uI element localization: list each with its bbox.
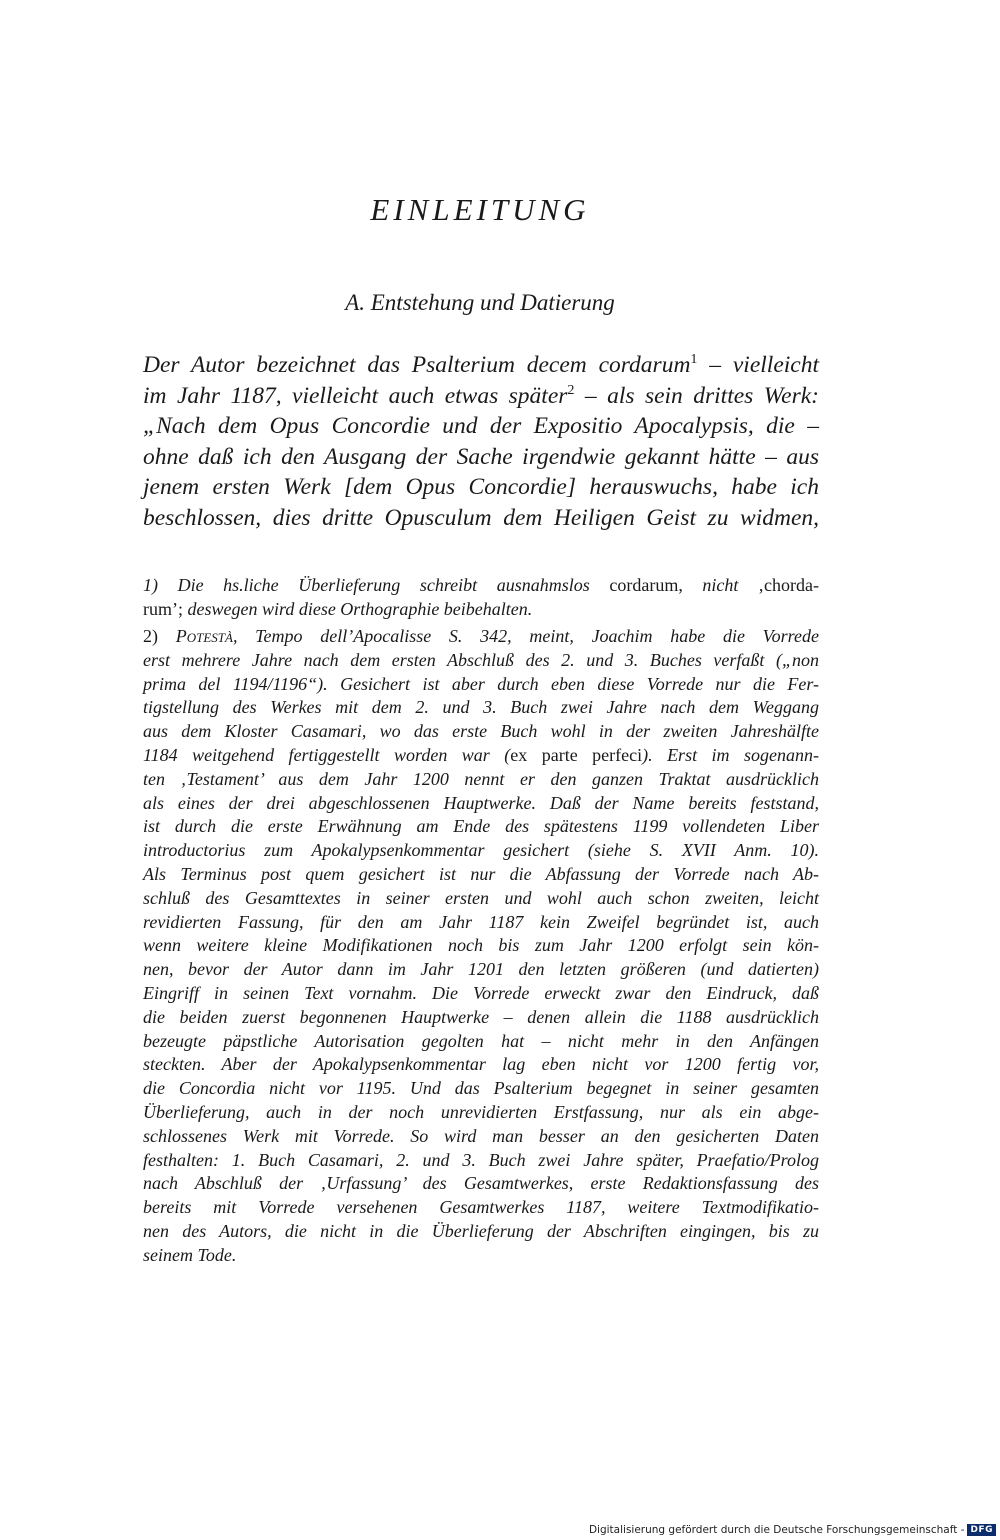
body-line: „Nach dem Opus Concordie und der Expositio Apocalypsis, die – [143, 413, 819, 439]
footnote-line: ist durch die erste Erwähnung am Ende des spätestens 1199 vollendeten Liber [143, 816, 819, 837]
footnote-line: festhalten: 1. Buch Casamari, 2. und 3. Buch zwei Jahre später, Praefatio/Prolog [143, 1149, 819, 1170]
footnote-line: 1) Die hs.liche Überlieferung schreibt ausnahmslos cordarum, nicht ‚chorda- [143, 575, 819, 595]
footnote-line: als eines der drei abgeschlossenen Hauptwerke. Daß der Name bereits feststand, [143, 792, 819, 813]
footnote-line: steckten. Aber der Apokalypsenkommentar lag eben nicht vor 1200 fertig vor, [143, 1054, 819, 1075]
footnote-line: wenn weitere kleine Modifikationen noch bis zum Jahr 1200 erfolgt sein kön- [143, 935, 819, 956]
footnote-line: 1184 weitgehend fertiggestellt worden war (ex parte perfeci). Erst im sogenann- [143, 744, 819, 765]
footnote-line: die beiden zuerst begonnenen Hauptwerke – denen allein die 1188 ausdrücklich [143, 1006, 819, 1027]
footnote-line: erst mehrere Jahre nach dem ersten Abschluß des 2. und 3. Buches verfaßt („non [143, 649, 819, 670]
footnote-1 [143, 574, 819, 622]
footnote-line: nach Abschluß der ‚Urfassung’ des Gesamtwerkes, erste Redaktionsfassung des [143, 1173, 819, 1194]
footnote-ref-1[interactable]: 1 [690, 351, 698, 368]
dfg-logo-icon[interactable]: DFG [967, 1524, 996, 1536]
footnote-line: bezeugte päpstliche Autorisation gegolten hat – nicht mehr in den Anfängen [143, 1030, 819, 1051]
footnote-line: schlossenes Werk mit Vorrede. So wird man besser an den gesicherten Daten [143, 1125, 819, 1146]
body-line: jenem ersten Werk [dem Opus Concordie] herauswuchs, habe ich [143, 474, 819, 500]
body-line: beschlossen, dies dritte Opusculum dem Heiligen Geist zu widmen, [143, 504, 819, 531]
footnote-ref-2[interactable]: 2 [567, 381, 575, 398]
footnote-line: prima del 1194/1196“). Gesichert ist aber durch eben diese Vorrede nur die Fer- [143, 673, 819, 694]
author-name: Potestà [175, 626, 233, 646]
footnote-line: aus dem Kloster Casamari, wo das erste Buch wohl in der zweiten Jahreshälfte [143, 721, 819, 742]
section-title: A. Entstehung und Datierung [345, 290, 615, 315]
footnote-line: revidierten Fassung, für den am Jahr 1187 kein Zweifel begründet ist, auch [143, 911, 819, 932]
footnote-line: bereits mit Vorrede versehenen Gesamtwerkes 1187, weitere Textmodifikatio- [143, 1197, 819, 1218]
footnote-line: Eingriff in seinen Text vornahm. Die Vorrede erweckt zwar den Eindruck, daß [143, 982, 819, 1003]
footnote-line: nen des Autors, die nicht in die Überlieferung der Abschriften eingingen, bis zu [143, 1220, 819, 1241]
footnote-line: 2) Potestà, Tempo dell’Apocalisse S. 342, meint, Joachim habe die Vorrede [143, 626, 819, 646]
body-line: Der Autor bezeichnet das Psalterium decem cordarum$^1$ – vielleicht [143, 351, 819, 378]
footnote-line: Überlieferung, auch in der noch unrevidierten Erstfassung, nur als ein abge- [143, 1101, 819, 1122]
footnote-line: tigstellung des Werkes mit dem 2. und 3. Buch zwei Jahre nach dem Weggang [143, 697, 819, 718]
footnote-line: die Concordia nicht vor 1195. Und das Psalterium begegnet in seiner gesamten [143, 1078, 819, 1099]
footnote-2 [143, 625, 819, 1268]
footer-text: Digitalisierung gefördert durch die Deutsche Forschungsgemeinschaft - [588, 1524, 965, 1536]
footnote-line: introductorius zum Apokalypsenkommentar gesichert (siehe S. XVII Anm. 10). [143, 840, 819, 861]
footnote-line: ten ‚Testament’ aus dem Jahr 1200 nennt er den ganzen Traktat ausdrücklich [143, 768, 819, 789]
footnote-line: seinem Tode. [143, 1244, 237, 1265]
footnote-line: Als Terminus post quem gesichert ist nur die Abfassung der Vorrede nach Ab- [143, 863, 819, 884]
footnote-line: nen, bevor der Autor dann im Jahr 1201 den letzten größeren (und datierten) [143, 959, 819, 980]
chapter-title: EINLEITUNG [370, 192, 590, 227]
body-line: im Jahr 1187, vielleicht auch etwas später$^2$ – als sein drittes Werk: [143, 381, 819, 409]
body-paragraph [143, 350, 819, 533]
digitization-footer [589, 1524, 996, 1536]
body-line: ohne daß ich den Ausgang der Sache irgendwie gekannt hätte – aus [143, 443, 819, 470]
footnote-line: schluß des Gesamttextes in seiner ersten und wohl auch schon zweiten, leicht [143, 887, 819, 908]
footnote-line: rum’; deswegen wird diese Orthographie beibehalten. [143, 598, 533, 619]
